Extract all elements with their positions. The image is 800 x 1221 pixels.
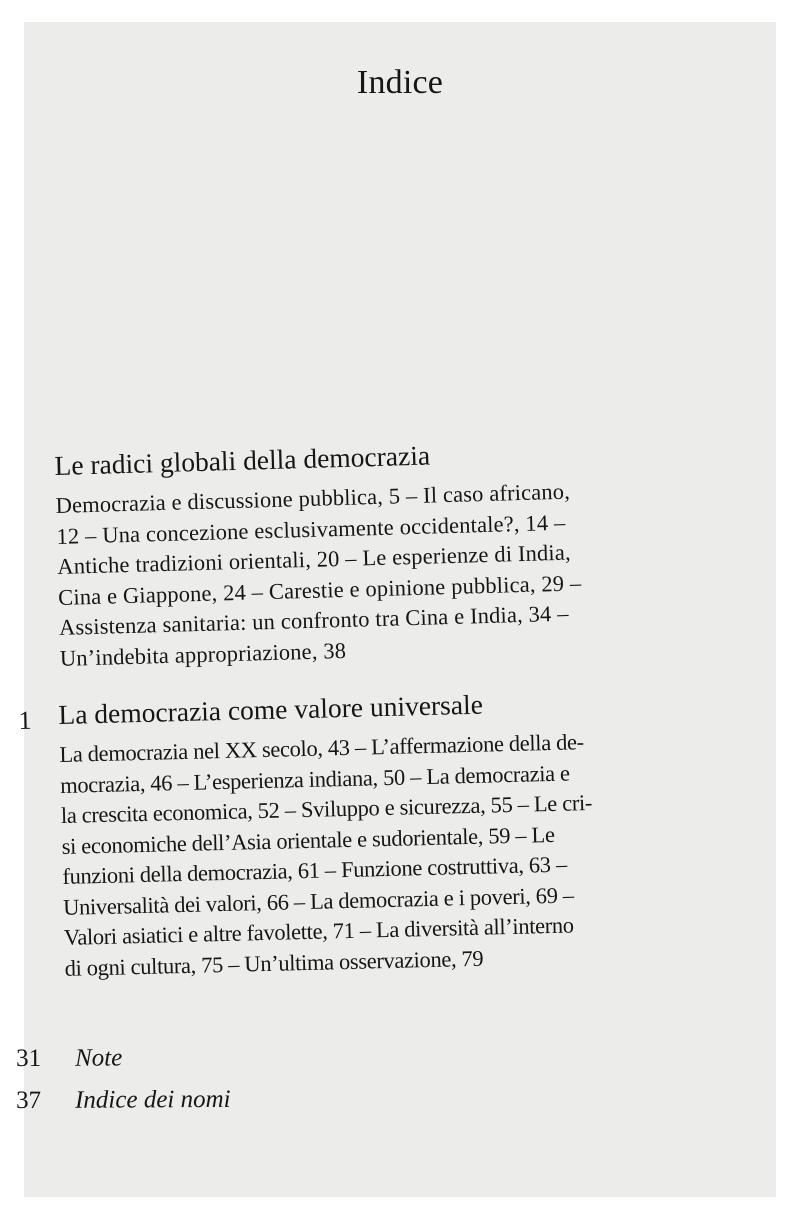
contents-line: Antiche tradizioni orientali, 20 – Le esperienze di India, [56, 539, 572, 579]
contents-line: Universalità dei valori, 66 – La democrazia e i poveri, 69 – [62, 881, 574, 920]
section-title: Le radici globali della democrazia [54, 439, 431, 481]
page-title: Indice [356, 64, 444, 101]
contents-line: mocrazia, 46 – L’esperienza indiana, 50 – La democrazia e [59, 760, 570, 798]
section-page-number: 1 [18, 705, 32, 735]
contents-line: Valori asiatici e altre favolette, 71 – La diversità all’interno [63, 912, 574, 950]
toc-entry-index-of-names [16, 1084, 524, 1115]
section-title: La democrazia come valore universale [58, 688, 484, 730]
toc-section-2 [18, 679, 755, 984]
contents-line: la crescita economica, 52 – Sviluppo e sicurezza, 55 – Le cri- [60, 789, 593, 828]
contents-line: 12 – Una concezione esclusivamente occidentale?, 14 – [56, 509, 566, 549]
contents-line: di ogni cultura, 75 – Un’ultima osservazione, 79 [64, 945, 484, 981]
contents-line: Democrazia e discussione pubblica, 5 – Il caso africano, [55, 478, 571, 518]
toc-section-1 [54, 428, 750, 674]
entry-page-number: 37 [16, 1086, 42, 1115]
entry-label: Indice dei nomi [74, 1085, 231, 1114]
section-contents [55, 472, 750, 674]
contents-line: Cina e Giappone, 24 – Carestie e opinione pubblica, 29 – [57, 569, 582, 610]
toc-entry-notes [16, 1042, 524, 1073]
entry-page-number: 31 [16, 1044, 42, 1073]
contents-line: Assistenza sanitaria: un confronto tra Cina e India, 34 – [58, 600, 569, 640]
book-page [16, 22, 776, 1197]
section-contents [59, 723, 755, 984]
contents-line: si economiche dell’Asia orientale e sudorientale, 59 – Le [61, 821, 555, 859]
contents-line: Un’indebita appropriazione, 38 [59, 637, 347, 671]
contents-line: funzioni della democrazia, 61 – Funzione costruttiva, 63 – [62, 851, 568, 889]
entry-label: Note [74, 1044, 123, 1072]
contents-line: La democrazia nel XX secolo, 43 – L’affermazione della de- [59, 729, 585, 767]
